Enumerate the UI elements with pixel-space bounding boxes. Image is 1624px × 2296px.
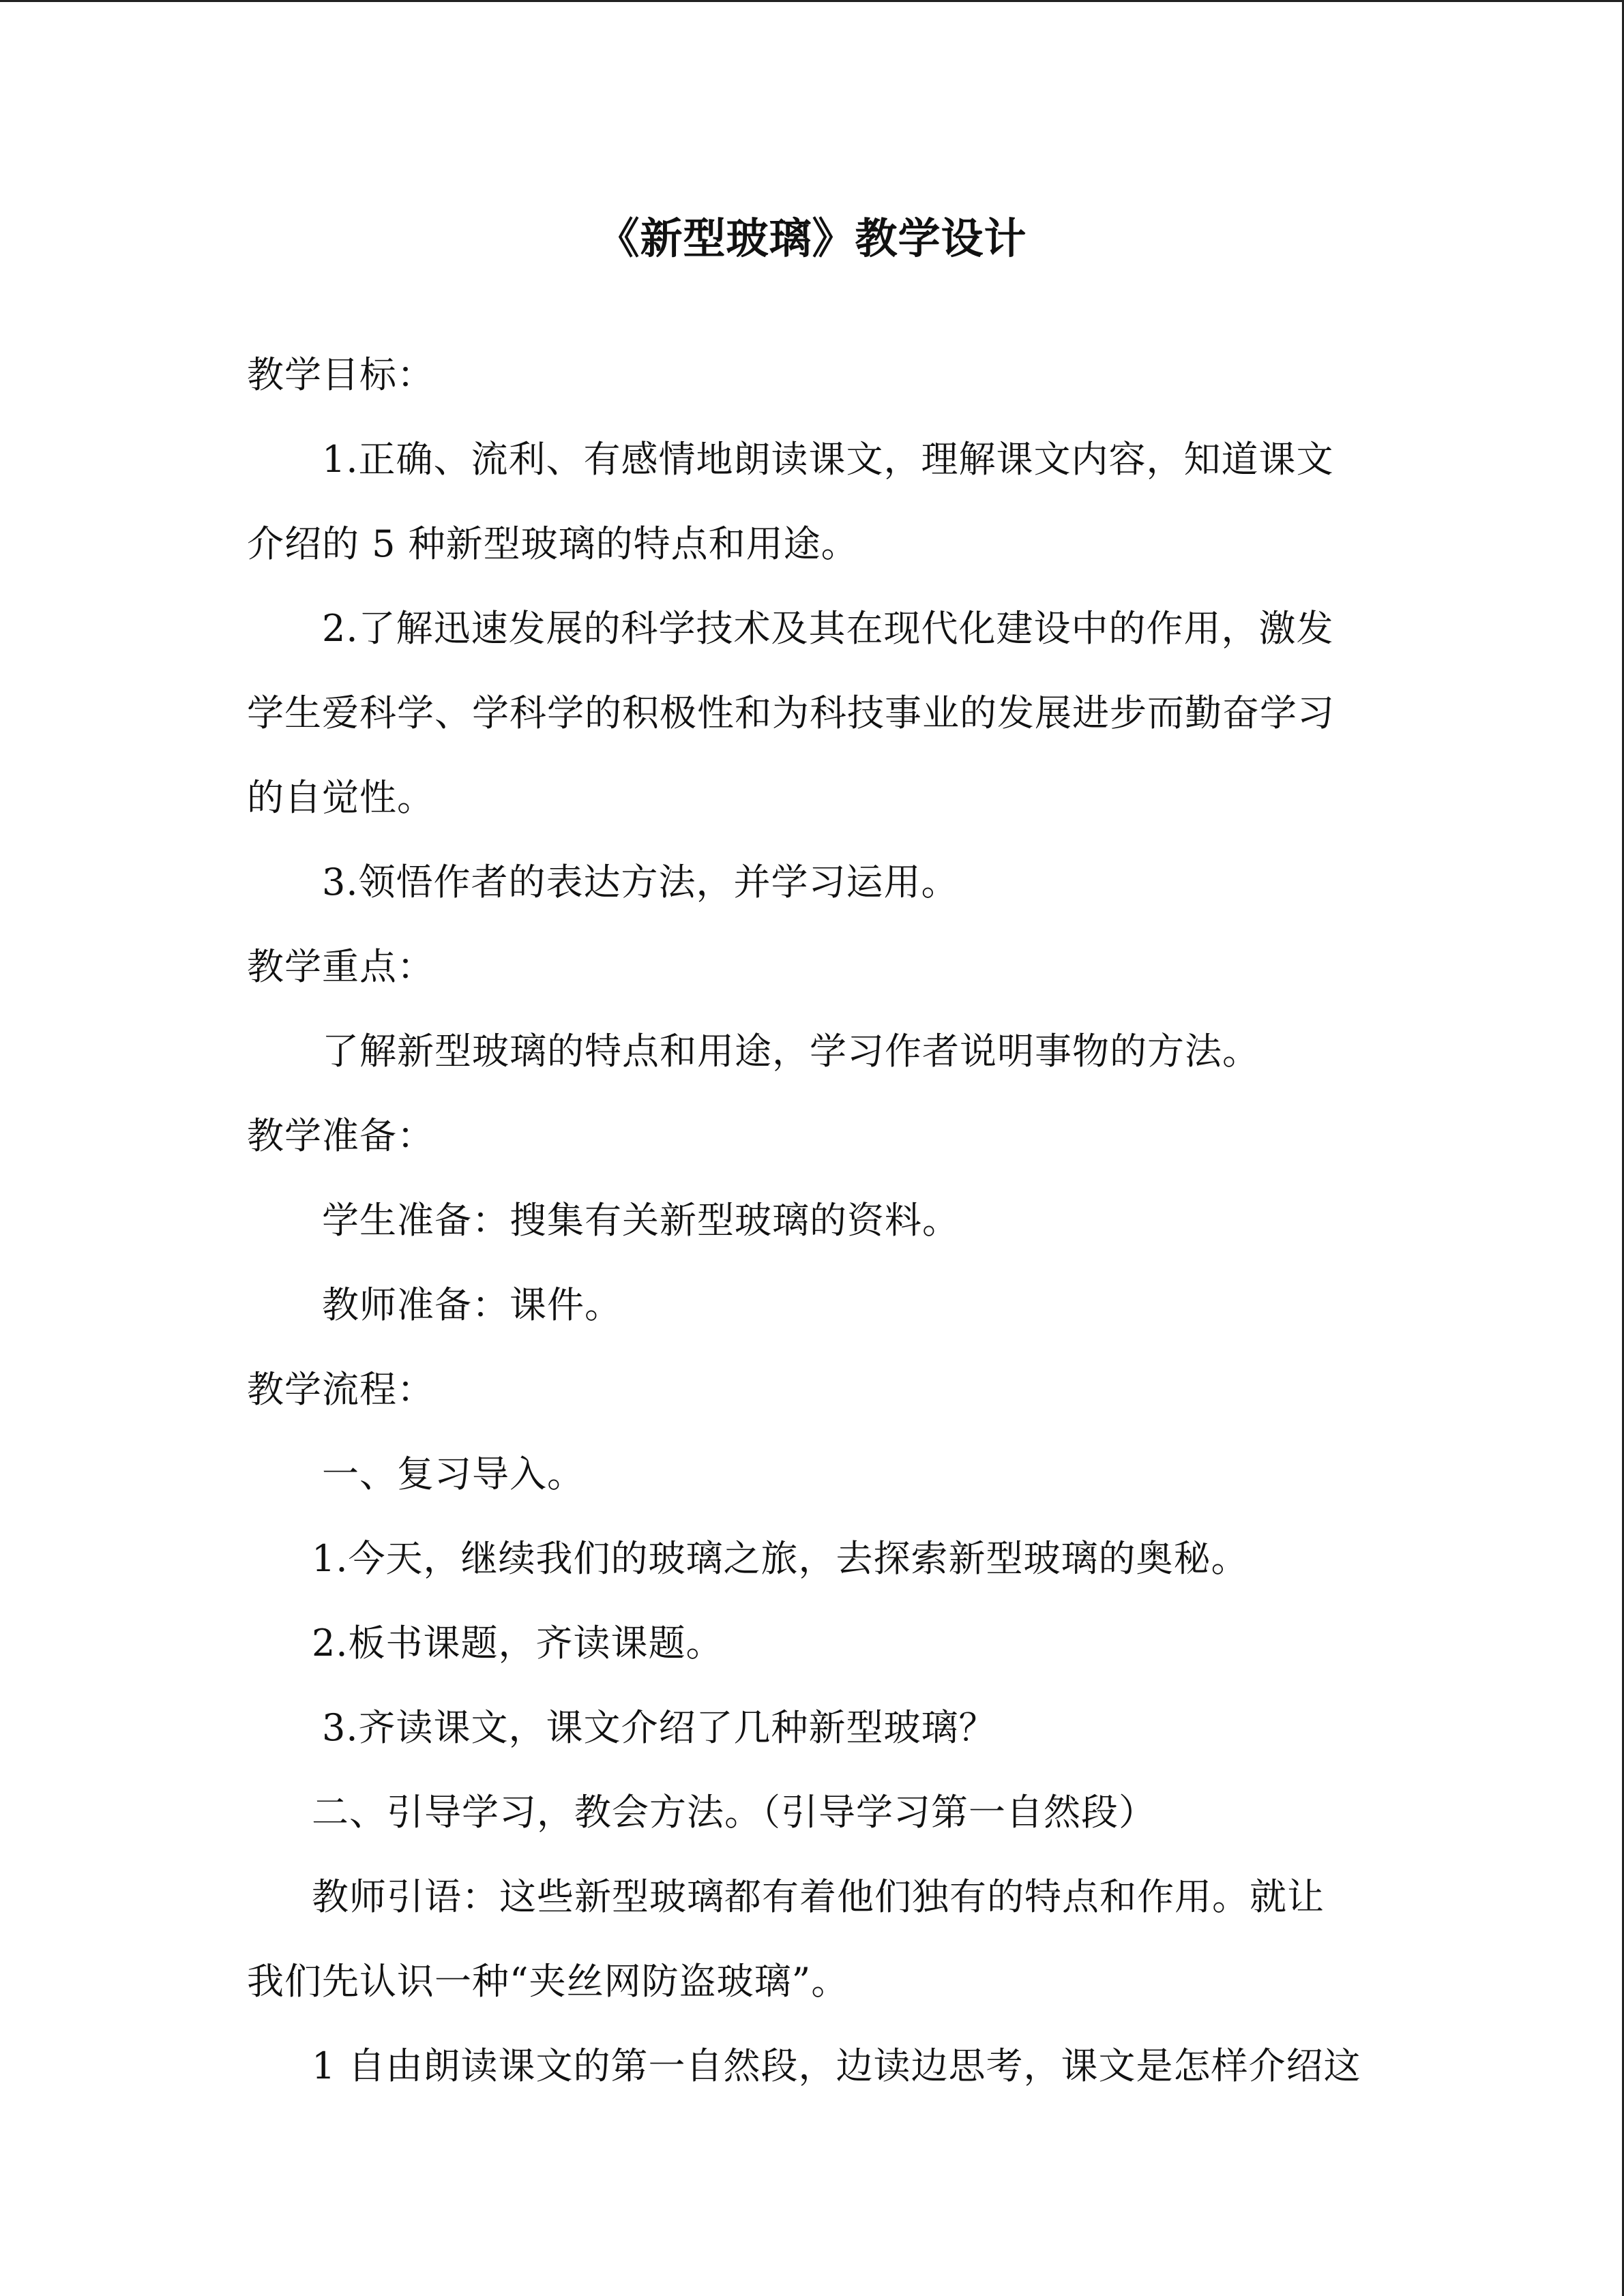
key-points-text: 了解新型玻璃的特点和用途，学习作者说明事物的方法。 bbox=[322, 1030, 1260, 1073]
goal-1-line-1: 1.正确、流利、有感情地朗读课文，理解课文内容，知道课文 bbox=[322, 438, 1334, 481]
heading-process: 教学流程： bbox=[247, 1368, 434, 1411]
heading-key-points: 教学重点： bbox=[247, 945, 434, 988]
teacher-intro-line-2: 我们先认识一种“夹丝网防盗玻璃”。 bbox=[247, 1960, 849, 2003]
teacher-intro-line-1: 教师引语：这些新型玻璃都有着他们独有的特点和作用。就让 bbox=[312, 1875, 1325, 1918]
heading-preparation: 教学准备： bbox=[247, 1114, 434, 1157]
goal-2-line-3: 的自觉性。 bbox=[247, 776, 434, 819]
goal-3: 3.领悟作者的表达方法，并学习运用。 bbox=[322, 861, 959, 904]
step-1-item-1: 1.今天，继续我们的玻璃之旅，去探索新型玻璃的奥秘。 bbox=[312, 1537, 1249, 1580]
goal-1-line-2: 介绍的 5 种新型玻璃的特点和用途。 bbox=[247, 522, 859, 565]
student-preparation: 学生准备：搜集有关新型玻璃的资料。 bbox=[322, 1199, 960, 1242]
step-1-item-2: 2.板书课题，齐读课题。 bbox=[312, 1622, 724, 1665]
document-body bbox=[247, 333, 1379, 2108]
step-1-heading: 一、复习导入。 bbox=[322, 1452, 585, 1495]
heading-teaching-goals: 教学目标： bbox=[247, 353, 434, 396]
step-2-item-1: 1 自由朗读课文的第一自然段，边读边思考，课文是怎样介绍这 bbox=[312, 2044, 1361, 2087]
document-title: 《新型玻璃》教学设计 bbox=[597, 213, 1027, 263]
goal-2-line-2: 学生爱科学、学科学的积极性和为科技事业的发展进步而勤奋学习 bbox=[247, 691, 1335, 734]
step-1-item-3: 3.齐读课文，课文介绍了几种新型玻璃？ bbox=[322, 1706, 996, 1749]
teacher-preparation: 教师准备：课件。 bbox=[322, 1283, 622, 1326]
goal-2-line-1: 2.了解迅速发展的科学技术及其在现代化建设中的作用，激发 bbox=[322, 607, 1334, 650]
page-border-top bbox=[0, 0, 1624, 2]
step-2-heading: 二、引导学习，教会方法。（引导学习第一自然段） bbox=[312, 1791, 1156, 1834]
